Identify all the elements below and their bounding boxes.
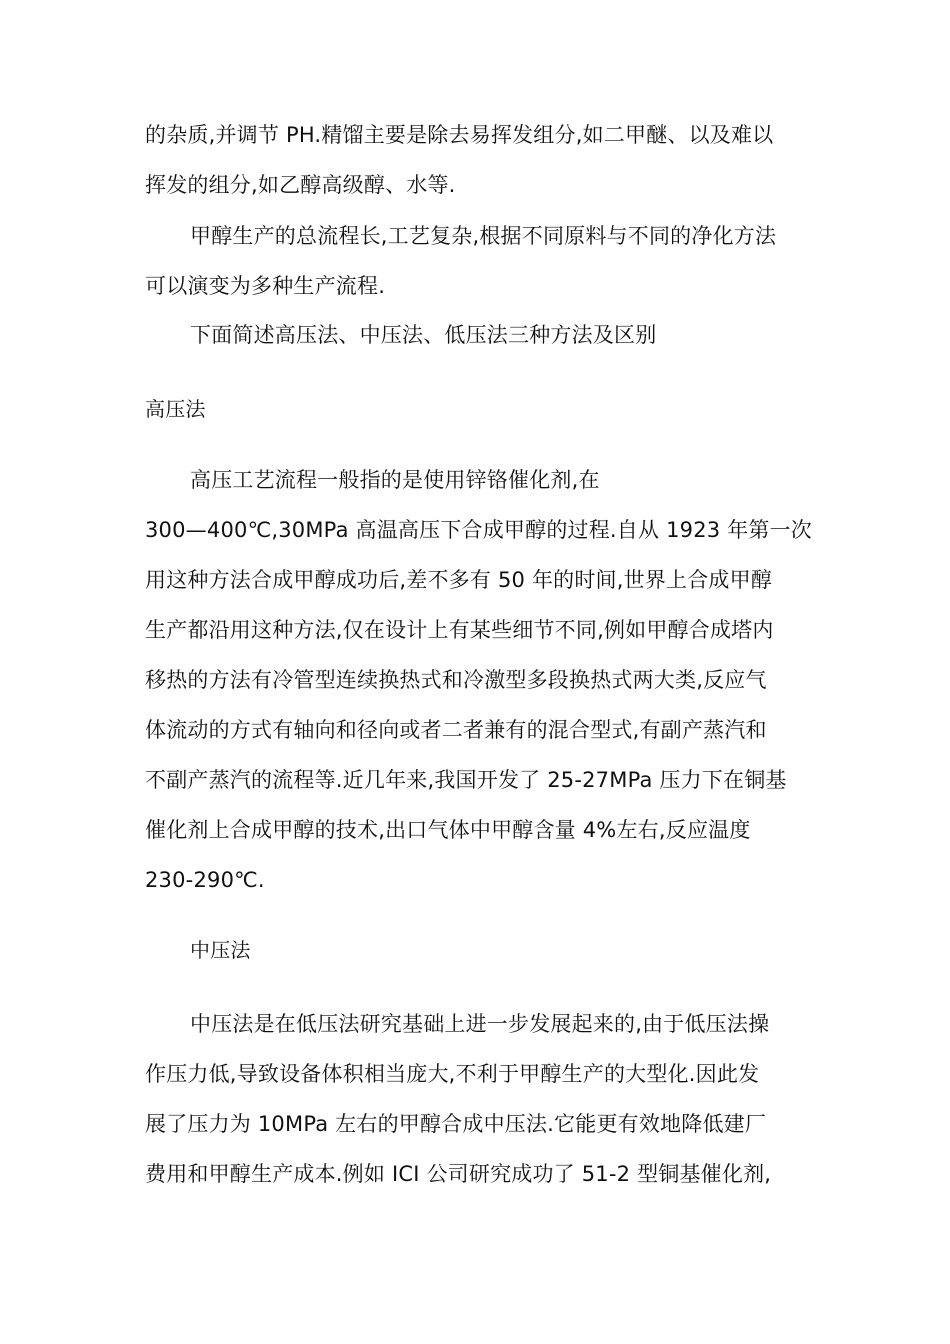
paragraph-line: 高压工艺流程一般指的是使用锌铬催化剂,在	[190, 468, 600, 492]
paragraph-line: 生产都沿用这种方法,仅在设计上有某些细节不同,例如甲醇合成塔内	[145, 618, 774, 642]
paragraph-line: 不副产蒸汽的流程等.近几年来,我国开发了 25-27MPa 压力下在铜基	[145, 768, 787, 792]
paragraph-line: 下面简述高压法、中压法、低压法三种方法及区别	[190, 323, 657, 347]
paragraph-line: 挥发的组分,如乙醇高级醇、水等.	[145, 173, 456, 197]
paragraph-line: 可以演变为多种生产流程.	[145, 274, 386, 298]
paragraph-line: 中压法是在低压法研究基础上进一步发展起来的,由于低压法操	[190, 1012, 770, 1036]
paragraph-line: 甲醇生产的总流程长,工艺复杂,根据不同原料与不同的净化方法	[190, 224, 777, 248]
paragraph-line: 230-290℃.	[145, 868, 265, 892]
paragraph-line: 移热的方法有冷管型连续换热式和冷激型多段换热式两大类,反应气	[145, 668, 767, 692]
paragraph-line: 体流动的方式有轴向和径向或者二者兼有的混合型式,有副产蒸汽和	[145, 718, 767, 742]
paragraph-line: 的杂质,并调节 PH.精馏主要是除去易挥发组分,如二甲醚、以及难以	[145, 123, 774, 147]
paragraph-line: 用这种方法合成甲醇成功后,差不多有 50 年的时间,世界上合成甲醇	[145, 568, 773, 592]
section-heading-medium-pressure: 中压法	[190, 938, 251, 962]
paragraph-line: 展了压力为 10MPa 左右的甲醇合成中压法.它能更有效地降低建厂	[145, 1112, 767, 1136]
paragraph-line: 300—400℃,30MPa 高温高压下合成甲醇的过程.自从 1923 年第一次	[145, 518, 812, 542]
section-heading-high-pressure: 高压法	[145, 397, 206, 421]
paragraph-line: 作压力低,导致设备体积相当庞大,不利于甲醇生产的大型化.因此发	[145, 1062, 760, 1086]
paragraph-line: 费用和甲醇生产成本.例如 ICI 公司研究成功了 51-2 型铜基催化剂,	[145, 1162, 772, 1186]
paragraph-line: 催化剂上合成甲醇的技术,出口气体中甲醇含量 4%左右,反应温度	[145, 818, 751, 842]
